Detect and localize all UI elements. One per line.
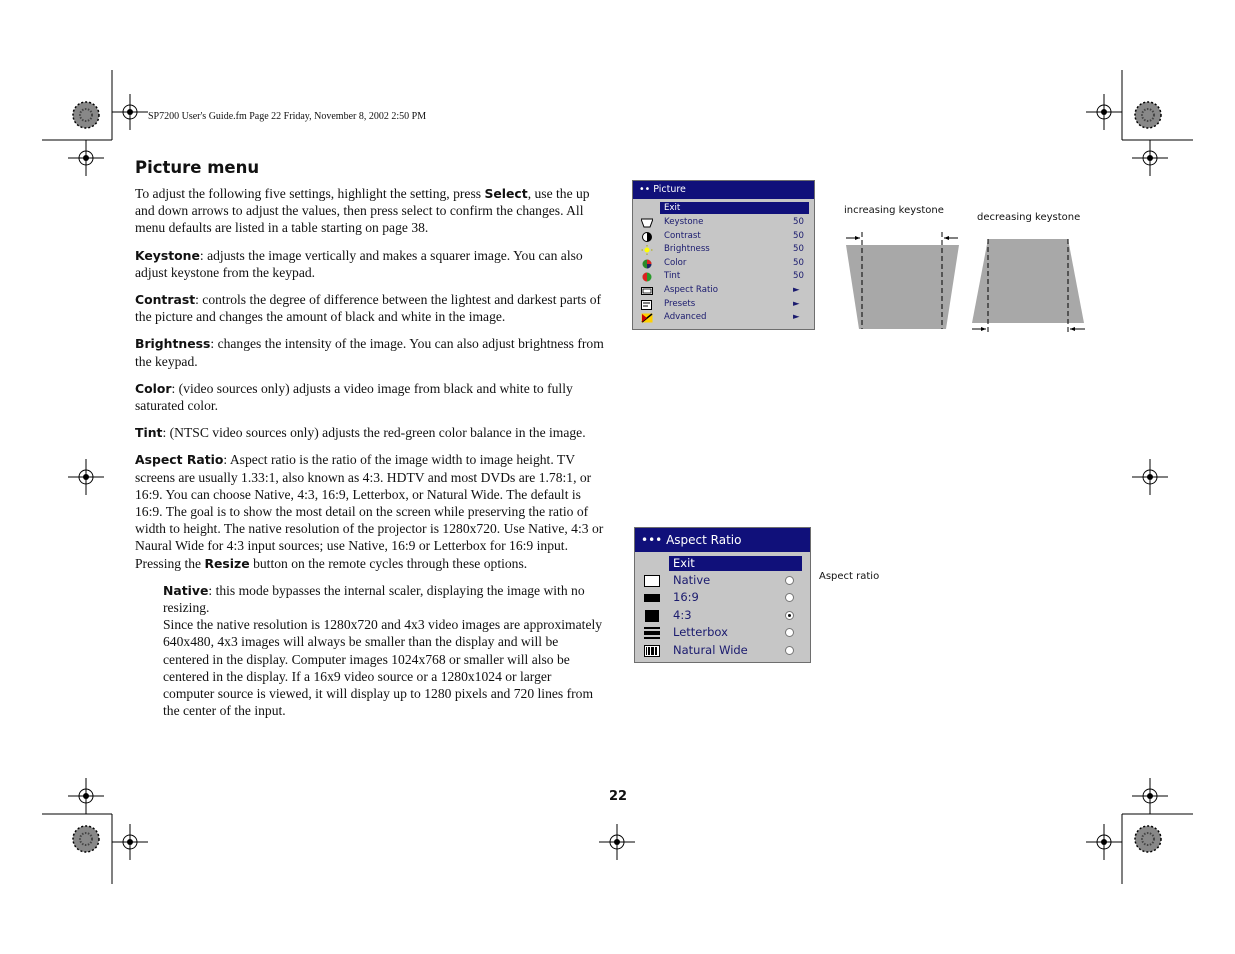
natural-wide-icon	[644, 645, 660, 657]
picture-menu-item[interactable]: Aspect Ratio ►	[633, 284, 814, 298]
menu-dots-icon: •••	[641, 533, 667, 547]
native-radio[interactable]	[785, 576, 794, 585]
decreasing-keystone-label: decreasing keystone	[977, 212, 1081, 223]
native-icon	[644, 575, 660, 587]
aspect-option-4-3[interactable]: 4:3	[635, 607, 810, 624]
aspect-paragraph: Aspect Ratio: Aspect ratio is the ratio of the image width to image height. TV screens are usually 1.33:1, also known as 4:3. HDTV and most DVDs are 1.78:1, or 16:9. You can choose Native, 4:3, 16:9, Letterbox, or Natural Wide. The default is 16:9. The goal is to show the most detail on the screen while preserving the ratio of width to height. The native resolution of the projector is 1280x720. Use Native, 4:3 or Naural Wide for 4:3 input sources; use Native, 16:9 or Letterbox for 16:9 input. Pressing the Resize button on the remote cycles through these options.	[135, 452, 604, 571]
advanced-icon	[641, 313, 653, 323]
contrast-icon	[641, 232, 653, 242]
aspect-option-natural-wide[interactable]: Natural Wide	[635, 642, 810, 659]
picture-menu-item[interactable]: Brightness 50	[633, 243, 814, 257]
aspect-menu-exit[interactable]: Exit	[669, 556, 802, 571]
color-paragraph: Color: (video sources only) adjusts a video image from black and white to fully saturated color.	[135, 380, 573, 414]
page-number: 22	[609, 789, 628, 804]
natural-wide-radio[interactable]	[785, 646, 794, 655]
picture-menu	[632, 180, 815, 330]
picture-menu-titlebar: •• Picture	[633, 181, 814, 199]
picture-menu-item[interactable]: Contrast 50	[633, 230, 814, 244]
file-info-header: SP7200 User's Guide.fm Page 22 Friday, November 8, 2002 2:50 PM	[148, 111, 427, 122]
picture-menu-item[interactable]: Color 50	[633, 257, 814, 271]
tint-paragraph: Tint: (NTSC video sources only) adjusts the red-green color balance in the image.	[135, 425, 586, 441]
brightness-paragraph: Brightness: changes the intensity of the image. You can also adjust brightness from the keypad.	[135, 336, 604, 369]
aspect-option-native[interactable]: Native	[635, 572, 810, 589]
body-text	[135, 185, 605, 729]
picture-menu-item[interactable]: Tint 50	[633, 270, 814, 284]
picture-menu-exit[interactable]: Exit	[660, 202, 809, 214]
letterbox-icon	[644, 627, 660, 639]
16-9-radio[interactable]	[785, 593, 794, 602]
keystone-paragraph: Keystone: adjusts the image vertically and makes a squarer image. You can also adjust keystone from the keypad.	[135, 247, 583, 280]
widescreen-icon	[644, 592, 660, 604]
aspect-option-16-9[interactable]: 16:9	[635, 589, 810, 606]
tint-icon	[641, 272, 653, 282]
presets-icon	[641, 300, 653, 310]
letterbox-radio[interactable]	[785, 628, 794, 637]
contrast-paragraph: Contrast: controls the degree of difference between the lightest and darkest parts of the picture and changes the amount of black and white in the image.	[135, 292, 602, 325]
increasing-keystone-label: increasing keystone	[844, 205, 944, 216]
aspect-ratio-menu	[634, 527, 811, 663]
page-title: Picture menu	[135, 158, 260, 177]
keystone-diagram	[840, 228, 1090, 338]
increasing-keystone-shape	[846, 232, 959, 329]
brightness-icon	[641, 245, 653, 255]
standard-icon	[644, 610, 660, 622]
menu-dots-icon: ••	[639, 184, 654, 195]
aspect-icon	[641, 286, 653, 296]
picture-menu-item[interactable]: Advanced ►	[633, 311, 814, 325]
aspect-ratio-caption: Aspect ratio	[819, 571, 880, 582]
aspect-option-letterbox[interactable]: Letterbox	[635, 624, 810, 641]
keystone-icon	[641, 218, 653, 228]
color-icon	[641, 259, 653, 269]
4-3-radio[interactable]	[785, 611, 794, 620]
decreasing-keystone-shape	[972, 239, 1085, 334]
intro-paragraph: To adjust the following five settings, highlight the setting, press Select, use the up and down arrows to adjust the values, then press select to confirm the changes. All menu defaults are listed in a table starting on page 38.	[135, 186, 590, 236]
picture-menu-item[interactable]: Presets ►	[633, 298, 814, 312]
picture-menu-item[interactable]: Keystone 50	[633, 216, 814, 230]
native-more-paragraph: Since the native resolution is 1280x720 and 4x3 video images are approximately 640x480, 4x3 images will always be smaller than the display and will be centered in the display. Computer images 1024x768 or smaller will also be centered in the display. If a 16x9 video source or a 1280x1024 or larger computer source is viewed, it will display up to 1280 pixels and 720 lines from the center of the input.	[163, 617, 603, 719]
aspect-menu-titlebar: ••• Aspect Ratio	[635, 528, 810, 552]
native-paragraph: Native: this mode bypasses the internal scaler, displaying the image with no resizing.	[163, 582, 585, 616]
